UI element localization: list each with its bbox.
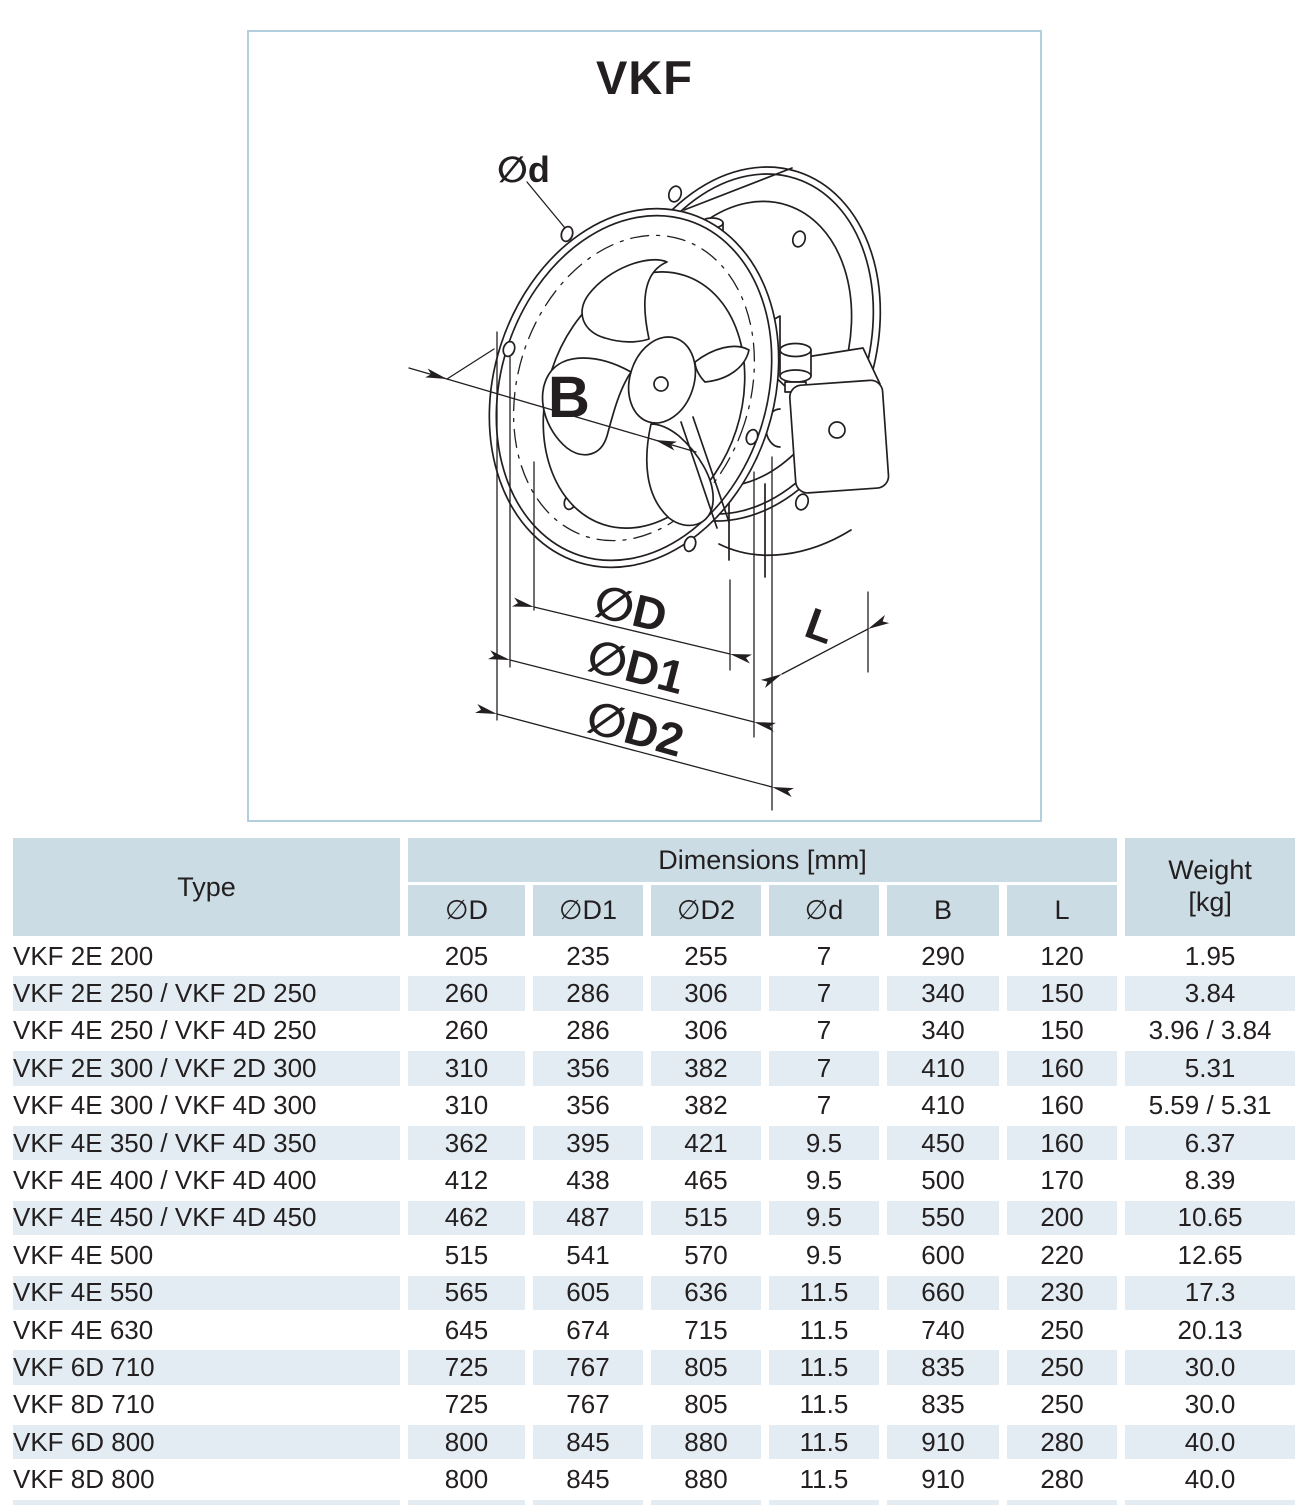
partial-cell	[13, 1500, 400, 1505]
cell-b: 410	[887, 1089, 999, 1126]
cell-b: 500	[887, 1163, 999, 1200]
cell-b: 835	[887, 1350, 999, 1387]
partial-cell	[533, 1500, 643, 1505]
cell-l: 200	[1007, 1201, 1117, 1238]
cell-dia-d1: 356	[533, 1089, 643, 1126]
spec-table-wrap	[5, 838, 1305, 1505]
cell-dia-sm-d: 7	[769, 1089, 879, 1126]
cell-dia-d2: 382	[651, 1051, 761, 1088]
cell-b: 450	[887, 1126, 999, 1163]
column-header-b: B	[887, 885, 999, 939]
spec-table	[5, 838, 1303, 1505]
cell-dia-sm-d: 11.5	[769, 1313, 879, 1350]
label-dia-d2: ∅D2	[581, 690, 690, 767]
cell-dia-d: 412	[408, 1163, 525, 1200]
cell-dia-sm-d: 11.5	[769, 1276, 879, 1313]
label-dia-d1: ∅D1	[581, 629, 691, 704]
cell-type: VKF 8D 710	[13, 1388, 400, 1425]
cell-dia-d1: 845	[533, 1425, 643, 1462]
cell-dia-d2: 306	[651, 1014, 761, 1051]
cell-dia-d: 800	[408, 1462, 525, 1499]
cell-dia-d1: 767	[533, 1388, 643, 1425]
cell-l: 250	[1007, 1350, 1117, 1387]
cell-dia-d1: 674	[533, 1313, 643, 1350]
cell-dia-sm-d: 7	[769, 939, 879, 976]
cell-b: 660	[887, 1276, 999, 1313]
cell-type: VKF 4E 400 / VKF 4D 400	[13, 1163, 400, 1200]
cell-dia-d: 565	[408, 1276, 525, 1313]
cell-dia-d: 645	[408, 1313, 525, 1350]
partial-cell	[1125, 1500, 1295, 1505]
cell-dia-d2: 382	[651, 1089, 761, 1126]
cell-dia-d1: 487	[533, 1201, 643, 1238]
cell-dia-d: 310	[408, 1051, 525, 1088]
cell-weight: 6.37	[1125, 1126, 1295, 1163]
table-row	[13, 1201, 1295, 1238]
cell-dia-d2: 306	[651, 976, 761, 1013]
cell-dia-d2: 880	[651, 1425, 761, 1462]
cell-weight: 5.31	[1125, 1051, 1295, 1088]
cell-l: 150	[1007, 1014, 1117, 1051]
cell-dia-d: 725	[408, 1388, 525, 1425]
cell-l: 220	[1007, 1238, 1117, 1275]
cell-l: 250	[1007, 1388, 1117, 1425]
cell-dia-d1: 767	[533, 1350, 643, 1387]
cell-weight: 17.3	[1125, 1276, 1295, 1313]
cell-dia-d2: 465	[651, 1163, 761, 1200]
column-header-weight	[1125, 838, 1295, 939]
cell-dia-sm-d: 9.5	[769, 1163, 879, 1200]
cell-dia-d1: 356	[533, 1051, 643, 1088]
cell-dia-d2: 515	[651, 1201, 761, 1238]
cell-dia-d: 310	[408, 1089, 525, 1126]
diagram-box	[247, 30, 1042, 822]
cell-dia-d1: 541	[533, 1238, 643, 1275]
cell-dia-d1: 605	[533, 1276, 643, 1313]
spec-table-body	[13, 939, 1295, 1505]
cell-weight: 3.96 / 3.84	[1125, 1014, 1295, 1051]
cell-dia-d: 260	[408, 1014, 525, 1051]
cell-dia-sm-d: 7	[769, 976, 879, 1013]
cell-l: 170	[1007, 1163, 1117, 1200]
cell-dia-d1: 395	[533, 1126, 643, 1163]
cell-b: 835	[887, 1388, 999, 1425]
cell-dia-d: 515	[408, 1238, 525, 1275]
cell-weight: 1.95	[1125, 939, 1295, 976]
cell-dia-d: 260	[408, 976, 525, 1013]
cell-dia-d: 205	[408, 939, 525, 976]
table-row	[13, 1462, 1295, 1499]
partial-cell	[1007, 1500, 1117, 1505]
cell-l: 160	[1007, 1126, 1117, 1163]
diagram-title: VKF	[596, 51, 693, 104]
cell-l: 150	[1007, 976, 1117, 1013]
hub-center-hole	[654, 377, 668, 391]
cell-type: VKF 4E 630	[13, 1313, 400, 1350]
cell-type: VKF 4E 300 / VKF 4D 300	[13, 1089, 400, 1126]
cell-dia-sm-d: 11.5	[769, 1462, 879, 1499]
table-row	[13, 1014, 1295, 1051]
cell-l: 120	[1007, 939, 1117, 976]
cell-dia-d: 362	[408, 1126, 525, 1163]
cell-b: 740	[887, 1313, 999, 1350]
cell-dia-sm-d: 7	[769, 1014, 879, 1051]
table-row	[13, 1388, 1295, 1425]
cell-dia-d1: 235	[533, 939, 643, 976]
cell-b: 550	[887, 1201, 999, 1238]
partial-row	[13, 1500, 1295, 1505]
cell-b: 290	[887, 939, 999, 976]
partial-cell	[769, 1500, 879, 1505]
cell-weight: 30.0	[1125, 1388, 1295, 1425]
cell-type: VKF 4E 250 / VKF 4D 250	[13, 1014, 400, 1051]
cell-dia-d2: 636	[651, 1276, 761, 1313]
cell-dia-d1: 286	[533, 1014, 643, 1051]
cell-type: VKF 2E 300 / VKF 2D 300	[13, 1051, 400, 1088]
cell-dia-d2: 570	[651, 1238, 761, 1275]
table-row	[13, 1276, 1295, 1313]
cell-dia-sm-d: 9.5	[769, 1201, 879, 1238]
cell-l: 280	[1007, 1425, 1117, 1462]
cell-dia-d2: 805	[651, 1350, 761, 1387]
column-header-dia-sm-d: ∅d	[769, 885, 879, 939]
label-l: L	[798, 598, 841, 654]
cell-type: VKF 8D 800	[13, 1462, 400, 1499]
table-row	[13, 976, 1295, 1013]
cell-type: VKF 6D 710	[13, 1350, 400, 1387]
label-dia-d: ∅D	[589, 574, 673, 643]
table-row	[13, 1089, 1295, 1126]
cell-weight: 3.84	[1125, 976, 1295, 1013]
partial-cell	[651, 1500, 761, 1505]
cell-type: VKF 4E 450 / VKF 4D 450	[13, 1201, 400, 1238]
cell-dia-d1: 438	[533, 1163, 643, 1200]
cell-type: VKF 2E 250 / VKF 2D 250	[13, 976, 400, 1013]
cell-weight: 40.0	[1125, 1425, 1295, 1462]
cell-b: 910	[887, 1462, 999, 1499]
cell-b: 410	[887, 1051, 999, 1088]
cell-dia-sm-d: 9.5	[769, 1126, 879, 1163]
cell-type: VKF 4E 350 / VKF 4D 350	[13, 1126, 400, 1163]
cell-weight: 40.0	[1125, 1462, 1295, 1499]
table-row	[13, 1313, 1295, 1350]
cell-type: VKF 2E 200	[13, 939, 400, 976]
cell-dia-d2: 255	[651, 939, 761, 976]
cell-b: 340	[887, 976, 999, 1013]
cell-weight: 30.0	[1125, 1350, 1295, 1387]
column-header-type: Type	[13, 838, 400, 939]
cell-dia-sm-d: 11.5	[769, 1425, 879, 1462]
weight-unit: [kg]	[1188, 887, 1232, 917]
partial-cell	[408, 1500, 525, 1505]
cell-dia-sm-d: 9.5	[769, 1238, 879, 1275]
cell-dia-d2: 715	[651, 1313, 761, 1350]
cell-dia-d: 462	[408, 1201, 525, 1238]
label-bolt-hole-dia: ∅d	[497, 149, 550, 190]
cell-weight: 20.13	[1125, 1313, 1295, 1350]
table-row	[13, 1425, 1295, 1462]
cell-b: 910	[887, 1425, 999, 1462]
cell-dia-d2: 880	[651, 1462, 761, 1499]
table-row	[13, 939, 1295, 976]
column-header-dimensions: Dimensions [mm]	[408, 838, 1117, 885]
cell-l: 250	[1007, 1313, 1117, 1350]
cell-b: 340	[887, 1014, 999, 1051]
fan-technical-drawing	[249, 32, 1040, 820]
column-header-l: L	[1007, 885, 1117, 939]
cell-type: VKF 4E 550	[13, 1276, 400, 1313]
cell-l: 230	[1007, 1276, 1117, 1313]
table-row	[13, 1238, 1295, 1275]
label-b: B	[548, 365, 590, 430]
cell-weight: 8.39	[1125, 1163, 1295, 1200]
weight-label: Weight	[1168, 855, 1252, 886]
cell-dia-d: 725	[408, 1350, 525, 1387]
cell-b: 600	[887, 1238, 999, 1275]
column-header-dia-d: ∅D	[408, 885, 525, 939]
cell-l: 280	[1007, 1462, 1117, 1499]
partial-cell	[887, 1500, 999, 1505]
cell-dia-d2: 421	[651, 1126, 761, 1163]
cell-weight: 10.65	[1125, 1201, 1295, 1238]
cell-dia-sm-d: 7	[769, 1051, 879, 1088]
cell-dia-sm-d: 11.5	[769, 1350, 879, 1387]
cell-dia-d2: 805	[651, 1388, 761, 1425]
cell-type: VKF 4E 500	[13, 1238, 400, 1275]
cell-l: 160	[1007, 1089, 1117, 1126]
table-row	[13, 1051, 1295, 1088]
table-row	[13, 1126, 1295, 1163]
cell-dia-d1: 845	[533, 1462, 643, 1499]
cell-weight: 5.59 / 5.31	[1125, 1089, 1295, 1126]
cell-dia-d: 800	[408, 1425, 525, 1462]
table-row	[13, 1163, 1295, 1200]
cell-dia-d1: 286	[533, 976, 643, 1013]
cell-dia-sm-d: 11.5	[769, 1388, 879, 1425]
table-row	[13, 1350, 1295, 1387]
column-header-dia-d1: ∅D1	[533, 885, 643, 939]
column-header-dia-d2: ∅D2	[651, 885, 761, 939]
cell-l: 160	[1007, 1051, 1117, 1088]
cell-weight: 12.65	[1125, 1238, 1295, 1275]
cell-type: VKF 6D 800	[13, 1425, 400, 1462]
